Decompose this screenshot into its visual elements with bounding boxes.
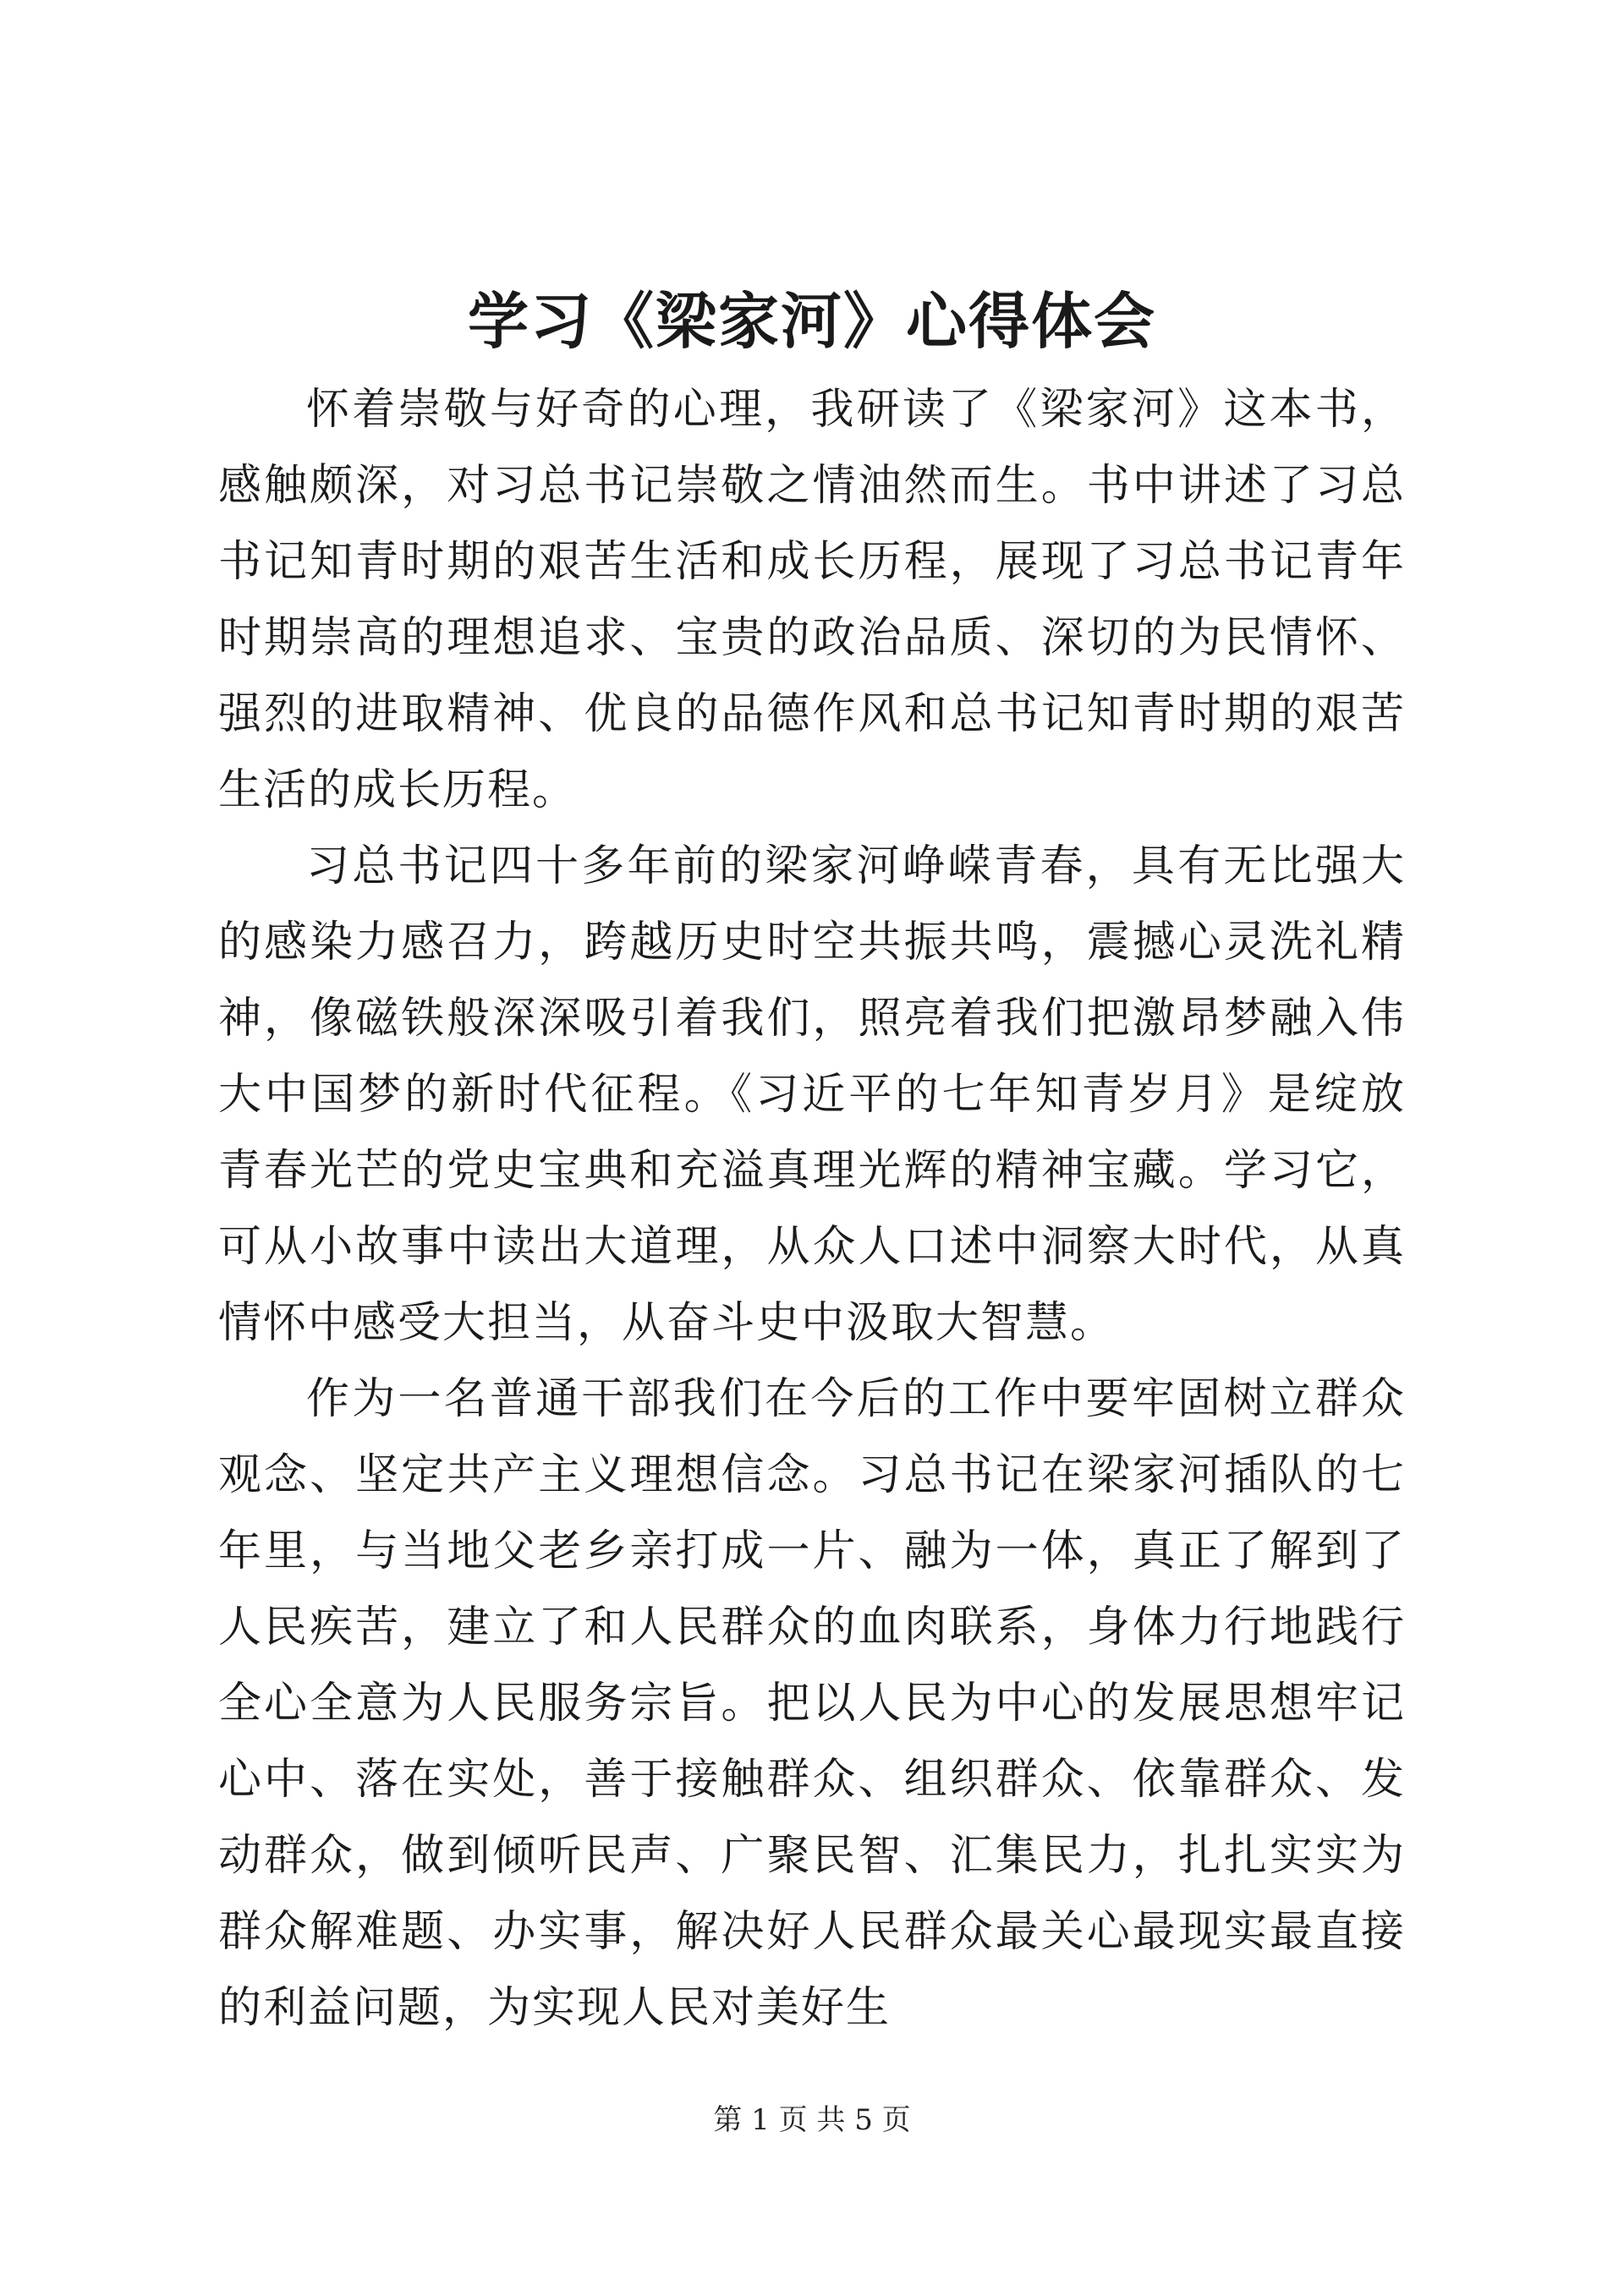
paragraph-3: 作为一名普通干部我们在今后的工作中要牢固树立群众观念、坚定共产主义理想信念。习总书记在梁家河插队的七年里，与当地父老乡亲打成一片、融为一体，真正了解到了人民疾苦，建立了和人民群众的血肉联系，身体力行地践行全心全意为人民服务宗旨。把以人民为中心的发展思想牢记心中、落在实处，善于接触群众、组织群众、依靠群众、发动群众，做到倾听民声、广聚民智、汇集民力，扎扎实实为群众解难题、办实事，解决好人民群众最关心最现实最直接的利益问题，为实现人民对美好生: [218, 1374, 1406, 2033]
document-title: 学习《梁家河》心得体会: [467, 285, 1156, 357]
paragraph-1: 怀着崇敬与好奇的心理，我研读了《梁家河》这本书，感触颇深，对习总书记崇敬之情油然而生。书中讲述了习总书记知青时期的艰苦生活和成长历程，展现了习总书记青年时期崇高的理想追求、宝贵的政治品质、深切的为民情怀、强烈的进取精神、优良的品德作风和总书记知青时期的艰苦生活的成长历程。: [218, 385, 1406, 815]
page-number-footer: 第 1 页 共 5 页: [713, 2103, 911, 2137]
paragraph-2: 习总书记四十多年前的梁家河峥嵘青春，具有无比强大的感染力感召力，跨越历史时空共振共鸣，震撼心灵洗礼精神，像磁铁般深深吸引着我们，照亮着我们把激昂梦融入伟大中国梦的新时代征程。《习近平的七年知青岁月》是绽放青春光芒的党史宝典和充溢真理光辉的精神宝藏。学习它，可从小故事中读出大道理，从众人口述中洞察大时代，从真情怀中感受大担当，从奋斗史中汲取大智慧。: [218, 841, 1406, 1348]
document-body: [218, 372, 1406, 2047]
